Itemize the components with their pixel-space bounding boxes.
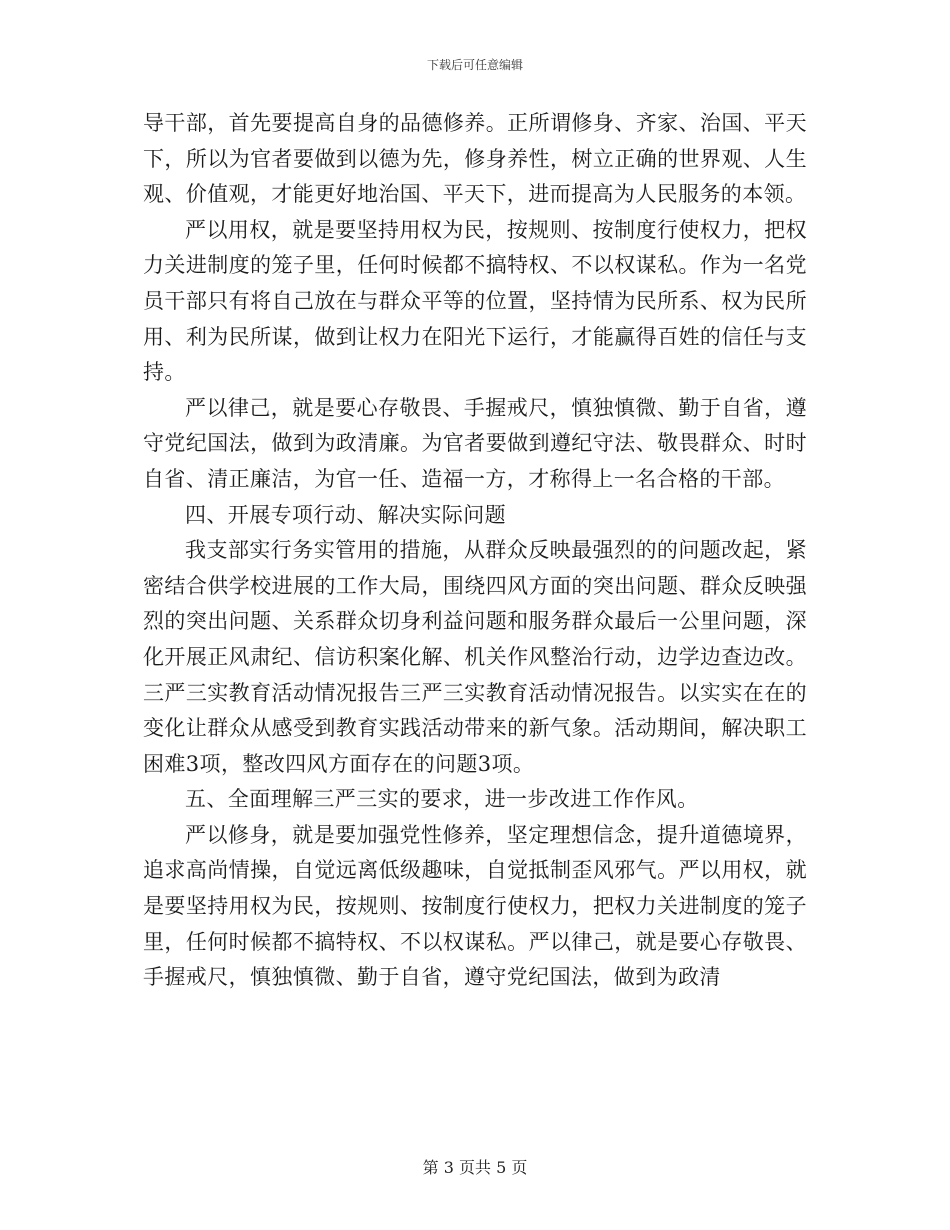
- paragraph-5: 我支部实行务实管用的措施，从群众反映最强烈的的问题改起，紧密结合供学校进展的工作大局，围绕四风方面的突出问题、群众反映强烈的突出问题、关系群众切身利益问题和服务群众最后一公里问题，深化开展正风肃纪、信访积案化解、机关作风整治行动，边学边查边改。三严三实教育活动情况报告三严三实教育活动情况报告。以实实在在的变化让群众从感受到教育实践活动带来的新气象。活动期间，解决职工困难3项，整改四风方面存在的问题3项。: [143, 538, 807, 776]
- paragraph-2: 严以用权，就是要坚持用权为民，按规则、按制度行使权力，把权力关进制度的笼子里，任何时候都不搞特权、不以权谋私。作为一名党员干部只有将自己放在与群众平等的位置，坚持情为民所系、权为民所用、利为民所谋，做到让权力在阳光下运行，才能赢得百姓的信任与支持。: [143, 217, 807, 385]
- section-heading-4: 四、开展专项行动、解决实际问题: [185, 502, 506, 527]
- document-body: [143, 106, 807, 996]
- paragraph-1: 导干部，首先要提高自身的品德修养。正所谓修身、齐家、治国、平天下，所以为官者要做到以德为先，修身养性，树立正确的世界观、人生观、价值观，才能更好地治国、平天下，进而提高为人民服务的本领。: [143, 111, 807, 207]
- paragraph-3: 严以律己，就是要心存敬畏、手握戒尺，慎独慎微、勤于自省，遵守党纪国法，做到为政清廉。为官者要做到遵纪守法、敬畏群众、时时自省、清正廉洁，为官一任、造福一方，才称得上一名合格的干部。: [143, 395, 807, 491]
- page-footer: 第 3 页共 5 页: [422, 1158, 528, 1177]
- paragraph-7: 严以修身，就是要加强党性修养，坚定理想信念，提升道德境界，追求高尚情操，自觉远离低级趣味，自觉抵制歪风邪气。严以用权，就是要坚持用权为民，按规则、按制度行使权力，把权力关进制度的笼子里，任何时候都不搞特权、不以权谋私。严以律己，就是要心存敬畏、手握戒尺，慎独慎微、勤于自省，遵守党纪国法，做到为政清: [143, 822, 807, 990]
- page-header: 下载后可任意编辑: [426, 58, 523, 72]
- section-heading-5: 五、全面理解三严三实的要求，进一步改进工作作风。: [185, 787, 699, 812]
